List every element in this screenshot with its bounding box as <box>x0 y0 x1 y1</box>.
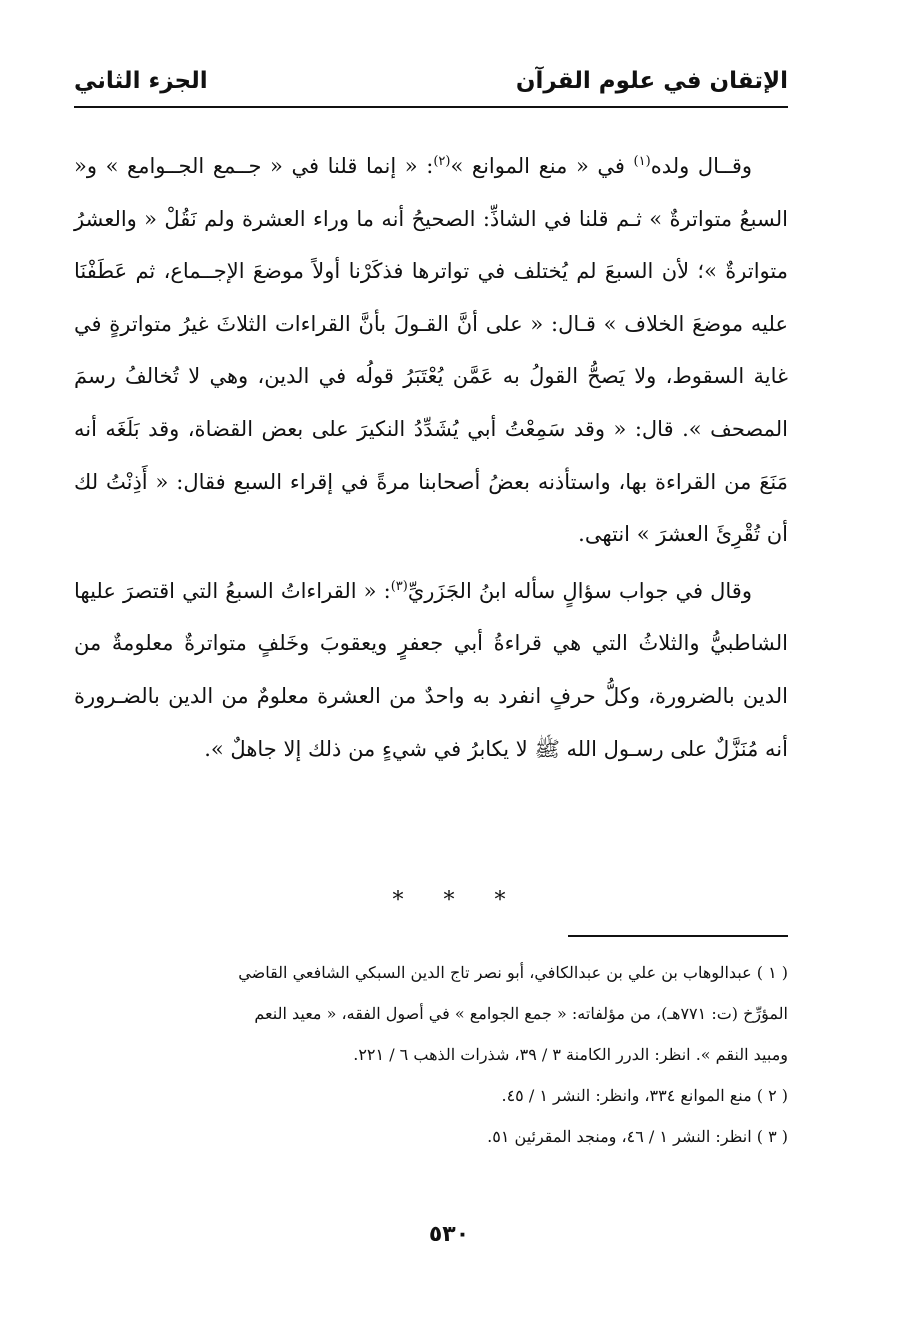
paragraph-1-body: : « إنما قلنا في « جــمع الجــوامع » و« السبعُ متواترةٌ » ثـم قلنا في الشاذِّ: الصحيحُ أنه ما وراء العشرة ولم نَقُلْ « والعشرُ متواترةٌ »؛ لأن السبعَ لم يُختلف في تواترها فذكَرْنا أولاً موضعَ الإجــماع، ثم عَطَفْنَا عليه موضعَ الخلاف » قـال: « على أنَّ القـولَ بأنَّ القراءات الثلاثَ غيرُ متواترةٍ في غاية السقوط، ولا يَصحُّ القولُ به عَمَّن يُعْتَبَرُ قولُه في الدين، وهي لا تُخالفُ رسمَ المصحف ». قال: « وقد سَمِعْتُ أبي يُشَدِّدُ النكيرَ على بعض القضاة، وقد بَلَغَه أنه مَنَعَ من القراءة بها، واستأذنه بعضُ أصحابنا مرةً في إقراء السبع فقال: « أَذِنْتُ لك أن تُقْرِئَ العشرَ » انتهى. <box>74 154 788 547</box>
footnote-divider <box>568 935 788 937</box>
footnote-2: ( ٢ ) منع الموانع ٣٣٤، وانظر: النشر ١ / ٤٥. <box>501 1086 788 1105</box>
asterisk-icon: * <box>494 888 506 913</box>
section-ornament <box>0 888 898 913</box>
footnote-ref-3: (٣) <box>390 578 408 594</box>
footnote-3: ( ٣ ) انظر: النشر ١ / ٤٦، ومنجد المقرئين ٥١. <box>487 1127 788 1146</box>
footnotes <box>74 952 788 1157</box>
paragraph-1-title: في « منع الموانع » <box>450 154 634 178</box>
book-title: الإتقان في علوم القرآن <box>515 68 788 94</box>
paragraph-1-opening: وقــال ولده <box>650 154 752 178</box>
volume-label: الجزء الثاني <box>74 68 208 94</box>
footnote-ref-2: (٢) <box>433 154 451 169</box>
page-number: ٥٣٠ <box>428 1222 470 1247</box>
footnote-1-line-1: ( ١ ) عبدالوهاب بن علي بن عبدالكافي، أبو نصر تاج الدين السبكي الشافعي القاضي <box>238 963 788 982</box>
paragraph-2-opening: وقال في جواب سؤالٍ سأله ابنُ الجَزَريِّ <box>407 578 752 603</box>
paragraph-1 <box>74 140 788 561</box>
main-text <box>74 140 788 775</box>
paragraph-2-body: : « القراءاتُ السبعُ التي اقتصرَ عليها الشاطبيُّ والثلاثُ التي هي قراءةُ أبي جعفرٍ ويعقوبَ وخَلفٍ متواترةٌ معلومةٌ من الدين بالضرورة، وكلُّ حرفٍ انفرد به واحدٌ من العشرة معلومٌ من الدين بالضـرورة أنه مُنَزَّلٌ على رسـول الله ﷺ لا يكابرُ في شيءٍ من ذلك إلا جاهلٌ ». <box>74 578 788 761</box>
paragraph-2 <box>74 565 788 775</box>
footnote-1-line-3: ومبيد النقم ». انظر: الدرر الكامنة ٣ / ٣٩، شذرات الذهب ٦ / ٢٢١. <box>353 1045 788 1064</box>
asterisk-icon: * <box>443 888 455 913</box>
running-header <box>74 66 788 108</box>
asterisk-icon: * <box>392 888 404 913</box>
footnote-1-line-2: المؤرِّخ (ت: ٧٧١هـ)، من مؤلفاته: « جمع الجوامع » في أصول الفقه، « معيد النعم <box>254 1004 788 1023</box>
footnote-ref-1: (١) <box>633 154 651 169</box>
